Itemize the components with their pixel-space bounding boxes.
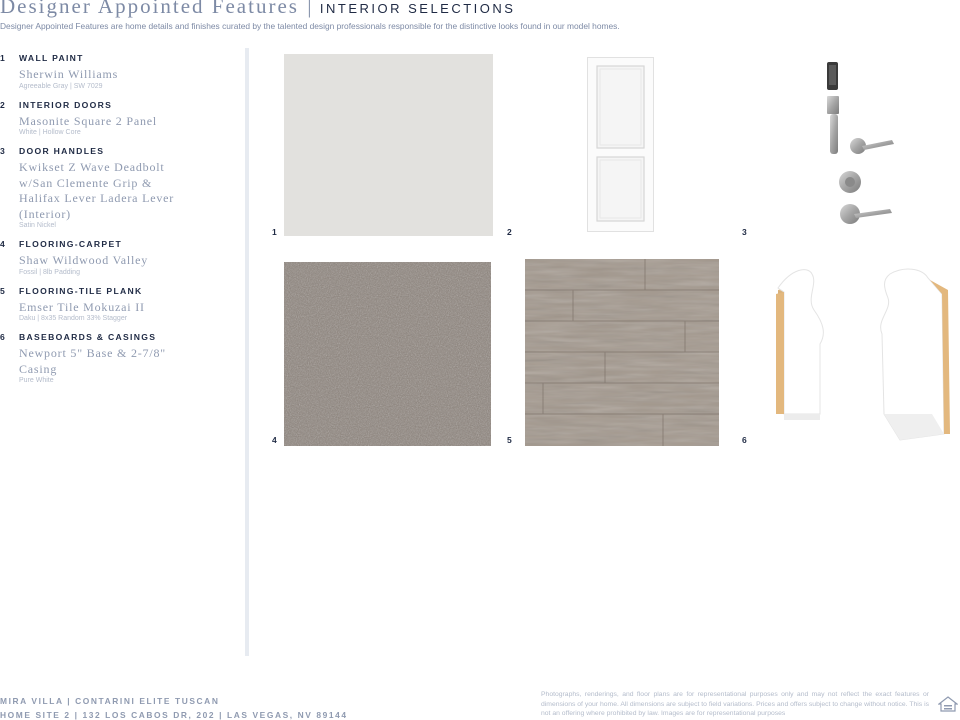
spec-heading: INTERIOR DOORS	[19, 99, 113, 110]
interior-door-image	[587, 57, 654, 232]
spec-number: 3	[0, 146, 7, 156]
title-separator: |	[307, 0, 312, 18]
spec-product: Sherwin Williams	[19, 67, 119, 81]
spec-product: Newport 5" Base & 2-7/8" Casing	[19, 346, 166, 376]
tile-number: 2	[507, 227, 512, 237]
spec-item-door-handles	[0, 146, 236, 229]
spec-item-flooring-carpet	[0, 239, 236, 276]
spec-number: 5	[0, 285, 7, 296]
spec-product: Masonite Square 2 Panel	[19, 113, 158, 128]
title-subtitle: INTERIOR SELECTIONS	[319, 1, 516, 16]
vertical-divider	[245, 48, 249, 656]
spec-item-baseboards-casings	[0, 332, 236, 384]
spec-heading: FLOORING-CARPET	[19, 239, 123, 249]
footer-community: MIRA VILLA | CONTARINI ELITE TUSCAN	[0, 696, 220, 706]
spec-detail: Pure White	[19, 377, 54, 384]
footer-address	[0, 694, 348, 720]
spec-number: 6	[0, 332, 7, 342]
tile-plank-swatch	[525, 259, 719, 446]
tile-number: 1	[272, 227, 277, 237]
equal-housing-icon	[938, 695, 958, 715]
spec-product: Shaw Wildwood Valley	[19, 253, 149, 267]
intro-text: Designer Appointed Features are home details and finishes curated by the talented design professionals responsible for the distinctive looks found in our model homes.	[0, 21, 620, 31]
page-title	[0, 0, 515, 19]
spec-item-wall-paint	[0, 53, 236, 90]
tile-number: 6	[742, 435, 747, 445]
spec-detail: Agreeable Gray | SW 7029	[19, 82, 103, 90]
spec-heading: BASEBOARDS & CASINGS	[19, 332, 157, 342]
baseboards-image	[772, 264, 954, 444]
footer-disclaimer: Photographs, renderings, and floor plans are for representational purposes only and may not reflect the exact features or dimensions of your home. All dimensions are subject to field variations. Prices and offers subject to change without notice. This is not an offering where prohibited by law. Images are for representational purposes	[541, 691, 929, 717]
tile-number: 4	[272, 435, 277, 445]
footer-homesite: HOME SITE 2 | 132 LOS CABOS DR, 202 | LAS VEGAS, NV 89144	[0, 710, 348, 720]
spec-detail: Fossil | 8lb Padding	[19, 268, 80, 276]
spec-detail: Daku | 8x35 Random 33% Stagger	[19, 315, 128, 322]
spec-number: 4	[0, 239, 7, 249]
spec-product: Emser Tile Mokuzai II	[19, 299, 145, 314]
title-main: Designer Appointed Features	[0, 0, 299, 18]
door-handles-image	[822, 60, 896, 232]
spec-detail: Satin Nickel	[19, 222, 56, 229]
spec-item-flooring-tile-plank	[0, 286, 236, 323]
spec-heading: DOOR HANDLES	[19, 146, 105, 156]
spec-list	[0, 53, 236, 394]
tile-number: 3	[742, 227, 747, 237]
spec-heading: FLOORING-TILE PLANK	[19, 285, 143, 296]
spec-detail: White | Hollow Core	[19, 129, 81, 136]
spec-heading: WALL PAINT	[19, 53, 84, 63]
spec-number: 2	[0, 99, 7, 110]
wall-paint-swatch	[284, 54, 493, 236]
tile-number: 5	[507, 435, 512, 445]
spec-number: 1	[0, 53, 7, 63]
spec-product: Kwikset Z Wave Deadbolt w/San Clemente Grip & Halifax Lever Ladera Lever (Interior)	[19, 160, 175, 221]
carpet-swatch	[284, 262, 491, 446]
spec-item-interior-doors	[0, 100, 236, 137]
